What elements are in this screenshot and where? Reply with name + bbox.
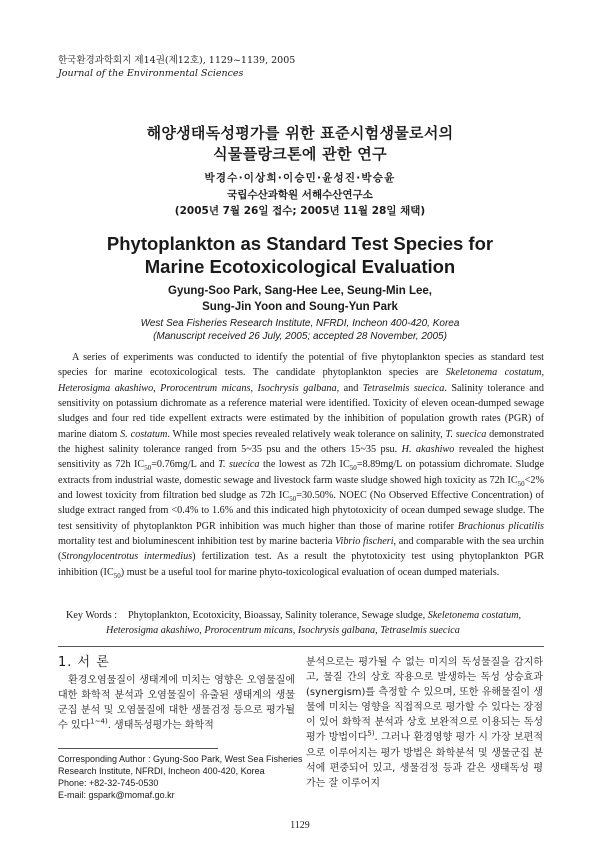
korean-authors: 박경수·이상희·이승민·윤성진·박승윤: [204, 172, 396, 184]
manuscript-dates: (Manuscript received 26 July, 2005; accepted 28 November, 2005): [153, 331, 447, 342]
english-affiliation-block: [0, 317, 600, 343]
page-number: 1129: [290, 820, 310, 831]
section-divider: [58, 646, 544, 647]
english-authors-line1: Gyung-Soo Park, Sang-Hee Lee, Seung-Min Lee,: [168, 285, 432, 297]
footnote-divider: [58, 748, 218, 749]
english-authors: [0, 283, 600, 315]
journal-citation: 한국환경과학회지 제14권(제12호), 1129~1139, 2005: [58, 55, 296, 66]
english-affiliation: West Sea Fisheries Research Institute, NFRDI, Incheon 400-420, Korea: [140, 318, 460, 329]
abstract: A series of experiments was conducted to identify the potential of five phytoplankton species as standard test species for marine ecotoxicological tests. The candidate phytoplankton species are Skeletonema costatum, Heterosigma akashiwo, Prorocentrum micans, Isochrysis galbana, and Tetraselmis suecica. Salinity tolerance and sensitivity on potassium dichromate as a reference material were identified. Toxicity of eleven ocean-dumped sewage sludges and four red tide expellent extracts were estimated by the inhibition of population growth rates (PGR) of marine diatom S. costatum. While most species revealed relatively weak tolerance on salinity, T. suecica demonstrated the highest salinity tolerance ranged from 5~35 psu and the others 15~35 psu. H. akashiwo revealed the highest sensitivity as 72h $IC_{50}=0.76mg/L$ and T. suecica the lowest as 72h $IC_{50}=8.89mg/L$ on potassium dichromate. Sludge extracts from industrial waste, domestic sewage and livestock farm waste sludge showed high toxicity as 72h $IC_{50}<2\%$ and lowest toxicity from filtration bed sludge as 72h $IC_{50}=30.50\%$. NOEC (No Observed Effective Concentration) of sludge extract ranged from <0.4% to 1.6% and this indicated high phytotoxicity of ocean dumped sewage sludge. The test sensitivity of phytoplankton PGR inhibition was much higher than those of marine rotifer Brachionus plicatilis mortality test and bioluminescent inhibition test by marine bacteria Vibrio fischeri, and comparable with the sea urchin (Strongylocentrotus intermedius) fertilization test. As a result the phytotoxicity test using phytoplankton PGR inhibition $(IC_{50})$ must be a useful tool for marine phyto-toxicological evaluation of ocean dumped materials.: [58, 352, 544, 580]
korean-title: [0, 123, 600, 165]
intro-paragraph-left: 환경오염물질이 생태계에 미치는 영향은 오염물질에 대한 화학적 분석과 오염물질이 유출된 생태계의 생물군집 분석 및 오염물질에 대한 생물검정 등으로 평가될 수 있다$^{1\sim 4)}$. 생태독성평가는 화학적: [58, 675, 295, 732]
keywords-line2: Heterosigma akashiwo, Prorocentrum micans, Isochrysis galbana, Tetraselmis suecica: [106, 625, 460, 636]
english-authors-line2: Sung-Jin Yoon and Soung-Yun Park: [202, 301, 398, 313]
intro-left-column: [58, 655, 295, 733]
english-title-line2: Marine Ecotoxicological Evaluation: [144, 256, 456, 277]
korean-title-line1: 해양생태독성평가를 위한 표준시험생물로서의: [146, 124, 454, 142]
english-title-line1: Phytoplankton as Standard Test Species for: [106, 233, 494, 254]
keywords-line1-species: Skeletonema costatum,: [427, 610, 522, 621]
keywords: [66, 608, 544, 638]
journal-name: Journal of the Environmental Sciences: [58, 68, 244, 79]
section-heading-introduction: 1. 서 론: [58, 655, 110, 670]
intro-right-column: [306, 655, 543, 791]
journal-header: [58, 54, 295, 80]
korean-title-line2: 식물플랑크톤에 관한 연구: [213, 145, 387, 163]
korean-dates: (2005년 7월 26일 접수; 2005년 11월 28일 채택): [174, 205, 426, 217]
intro-paragraph-right: 분석으로는 평가될 수 없는 미지의 독성물질을 감지하고, 물질 간의 상호 작용으로 발생하는 독성 상승효과(synergism)를 측정할 수 있으며, 또한 유해물질이 생물에 미치는 영향을 직접적으로 평가할 수 있다는 장점이 있어 화학적 분석과 상호 보완적으로 이용되는 독성 평가 방법이다$^{5)}$. 그러나 환경영향 평가 시 가장 보편적으로 이루어지는 평가 방법은 화학분석 및 생물군집 분석에 편중되어 있고, 생물검정 등과 같은 생태독성 평가는 잘 이루어지: [306, 657, 543, 789]
keywords-line1: Phytoplankton, Ecotoxicity, Bioassay, Salinity tolerance, Sewage sludge,: [128, 610, 428, 621]
corresponding-author: Corresponding Author : Gyung-Soo Park, West Sea Fisheries Research Institute, NFRDI, Incheon 400-420, Korea Phone: +82-32-745-0530 E-mail: gspark@momaf.go.kr: [58, 754, 303, 800]
keywords-label: Key Words :: [66, 610, 118, 621]
korean-affiliation: 국립수산과학원 서해수산연구소: [227, 189, 373, 201]
english-title: [0, 232, 600, 278]
